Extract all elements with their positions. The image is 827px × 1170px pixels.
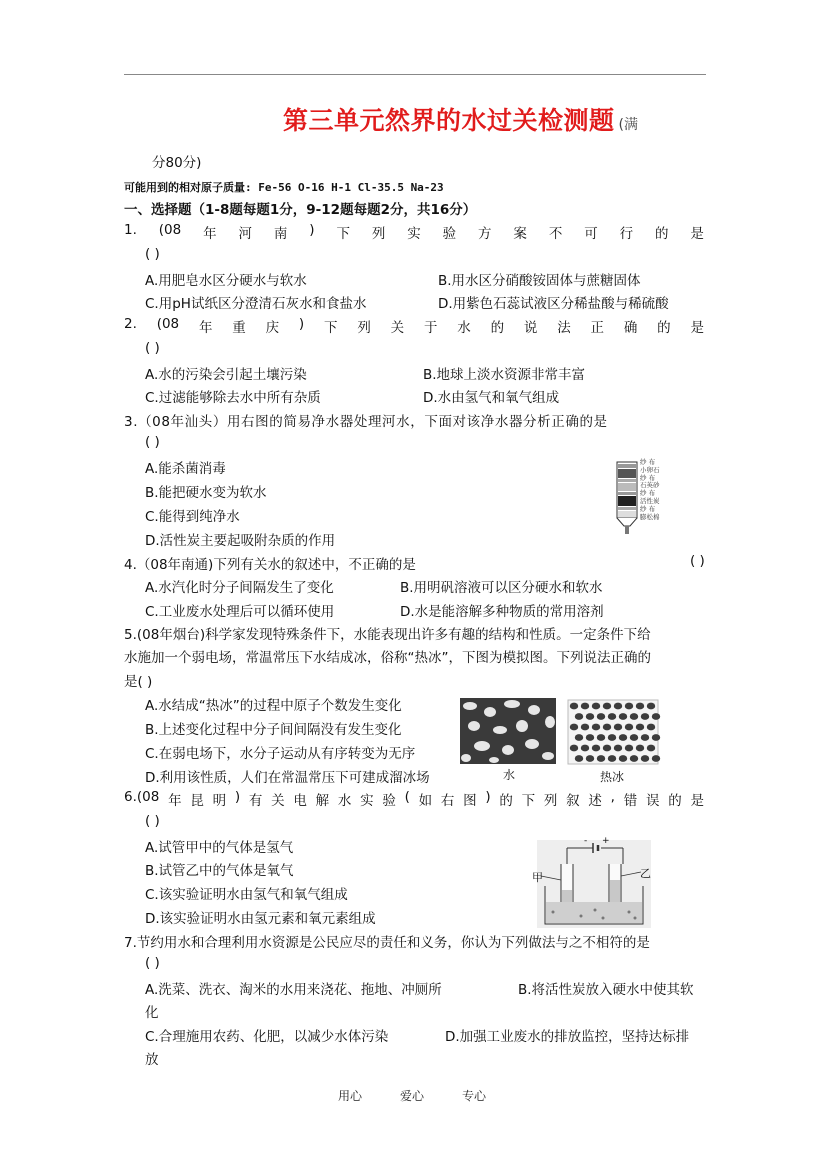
hot-ice-molecule xyxy=(575,734,583,741)
hot-ice-molecule xyxy=(614,703,622,710)
question-1-option-b: B.用水区分硝酸铵固体与蔗糖固体 xyxy=(438,273,641,289)
hot-ice-molecule xyxy=(652,734,660,741)
stem-token: ) xyxy=(298,316,305,332)
question-3-option-a: A.能杀菌消毒 xyxy=(145,461,226,477)
question-6-option-a: A.试管甲中的气体是氢气 xyxy=(145,840,294,856)
stem-token: 6.(08 xyxy=(124,789,160,805)
question-5-option-d: D.利用该性质，人们在常温常压下可建成溜冰场 xyxy=(145,770,430,786)
question-7-option-b: B.将活性炭放入硬水中使其软 xyxy=(518,982,694,998)
stem-token: 下 xyxy=(336,226,350,242)
question-7-paren: ( ) xyxy=(145,955,160,971)
hot-ice-figure xyxy=(568,700,658,764)
question-1-option-d: D.用紫色石蕊试液区分稀盐酸与稀硫酸 xyxy=(438,296,669,312)
question-5-stem-line-1: 5.(08年烟台)科学家发现特殊条件下，水能表现出许多有趣的结构和性质。一定条件下给 xyxy=(124,627,651,643)
hot-ice-molecule xyxy=(586,734,594,741)
stem-token: 图 xyxy=(463,793,477,809)
hot-ice-molecule xyxy=(570,745,578,752)
hot-ice-molecule xyxy=(603,724,611,731)
question-7-option-b-cont: 化 xyxy=(145,1005,159,1021)
stem-token: 实 xyxy=(360,793,374,809)
hot-ice-molecule xyxy=(625,703,633,710)
stem-token: 水 xyxy=(337,793,352,809)
purifier-label: 纱 布 xyxy=(640,504,656,513)
stem-token: 错 xyxy=(623,793,638,809)
electrolysis-figure xyxy=(537,840,651,928)
hot-ice-molecule xyxy=(586,713,594,720)
stem-token: 的 xyxy=(490,320,505,336)
stem-token: 确 xyxy=(623,320,638,336)
stem-token: 是 xyxy=(690,793,704,809)
stem-token: 关 xyxy=(271,793,285,809)
stem-token: 南 xyxy=(273,226,288,242)
water-purifier-labels xyxy=(640,459,660,521)
stem-token: 述 xyxy=(588,793,602,809)
stem-token: (08 xyxy=(158,222,182,238)
page-title xyxy=(283,101,638,137)
stem-token: 是 xyxy=(690,320,704,336)
stem-token: ) xyxy=(309,222,315,238)
stem-token: 行 xyxy=(619,226,634,242)
stem-token: 的 xyxy=(654,226,669,242)
question-4-stem: 4.（08年南通)下列有关水的叙述中，不正确的是 xyxy=(124,557,416,573)
stem-token: 明 xyxy=(212,793,227,809)
hot-ice-molecule xyxy=(592,724,600,731)
header-rule xyxy=(124,74,706,75)
purifier-label: 小卵石 xyxy=(640,465,660,474)
stem-token: 验 xyxy=(382,793,396,809)
question-1-option-c: C.用pH试纸区分澄清石灰水和食盐水 xyxy=(145,296,367,312)
question-5-stem-line-2: 水施加一个弱电场，常温常压下水结成冰，俗称“热冰”，下图为模拟图。下列说法正确的 xyxy=(124,650,651,666)
stem-token: 年 xyxy=(198,320,213,336)
footer-item: 用心 xyxy=(338,1089,363,1103)
purifier-label: 活性炭 xyxy=(640,496,660,505)
stem-token: 庆 xyxy=(265,320,280,336)
hot-ice-molecule xyxy=(603,745,611,752)
hot-ice-molecule xyxy=(619,734,627,741)
question-3-option-c: C.能得到纯净水 xyxy=(145,509,240,525)
hot-ice-molecule xyxy=(647,745,655,752)
question-2-option-c: C.过滤能够除去水中所有杂质 xyxy=(145,390,321,406)
hot-ice-molecule xyxy=(641,713,649,720)
hot-ice-molecule xyxy=(647,724,655,731)
question-5-option-c: C.在弱电场下，水分子运动从有序转变为无序 xyxy=(145,746,416,762)
hot-ice-molecule xyxy=(636,724,644,731)
tube-label-jia: 甲 xyxy=(532,871,543,884)
stem-token: 叙 xyxy=(566,793,580,809)
stem-token: 年 xyxy=(168,793,182,809)
stem-token: 下 xyxy=(521,793,536,809)
question-5-option-a: A.水结成“热冰”的过程中原子个数发生变化 xyxy=(145,698,402,714)
question-6-option-d: D.该实验证明水由氢元素和氧元素组成 xyxy=(145,911,376,927)
hot-ice-molecule xyxy=(570,703,578,710)
purifier-label: 石英砂 xyxy=(640,481,660,490)
question-6-stem xyxy=(124,789,704,809)
tube-label-yi: 乙 xyxy=(640,867,651,880)
question-6-paren: ( ) xyxy=(145,813,160,829)
battery-minus-label: - xyxy=(584,836,588,846)
question-1-option-a: A.用肥皂水区分硬水与软水 xyxy=(145,273,307,289)
purifier-label: 纱 布 xyxy=(640,473,656,482)
stem-token: 说 xyxy=(523,320,538,336)
question-2-option-b: B.地球上淡水资源非常丰富 xyxy=(423,367,586,383)
question-5-option-b: B.上述变化过程中分子间间隔没有发生变化 xyxy=(145,722,402,738)
title-text: 第三单元然界的水过关检测题 xyxy=(283,106,615,135)
stem-token: ) xyxy=(234,789,241,805)
hot-ice-molecule xyxy=(652,755,660,762)
stem-token: 于 xyxy=(423,320,438,336)
question-2-option-a: A.水的污染会引起土壤污染 xyxy=(145,367,307,383)
stem-token: 右 xyxy=(440,793,455,809)
question-3-option-d: D.活性炭主要起吸附杂质的作用 xyxy=(145,533,336,549)
question-7-option-a: A.洗菜、洗衣、淘米的水用来浇花、拖地、冲厕所 xyxy=(145,982,442,998)
hot-ice-molecule xyxy=(630,755,638,762)
footer-item: 爱心 xyxy=(400,1089,425,1103)
stem-token: 如 xyxy=(418,793,433,809)
battery-plus-label: + xyxy=(602,836,610,846)
question-1-stem xyxy=(124,222,704,242)
hot-ice-molecule xyxy=(652,713,660,720)
hot-ice-molecule xyxy=(630,734,638,741)
hot-ice-molecule xyxy=(592,703,600,710)
purifier-label: 纱 布 xyxy=(640,458,656,466)
stem-token: 列 xyxy=(543,793,558,809)
hot-ice-molecule xyxy=(619,713,627,720)
stem-token: 关 xyxy=(390,320,405,336)
hot-ice-molecule xyxy=(581,703,589,710)
stem-token: 法 xyxy=(557,320,571,336)
hot-ice-molecule xyxy=(597,734,605,741)
hot-ice-molecule xyxy=(614,724,622,731)
stem-token: , xyxy=(610,789,615,805)
title-subtitle: 分80分) xyxy=(152,155,202,171)
stem-token: ) xyxy=(485,789,491,805)
stem-token: ( xyxy=(404,789,410,805)
hot-ice-molecule xyxy=(619,755,627,762)
stem-token: 下 xyxy=(324,320,338,336)
hot-ice-molecule xyxy=(608,713,616,720)
question-6-option-b: B.试管乙中的气体是氧气 xyxy=(145,863,294,879)
question-4-paren: ( ) xyxy=(690,553,705,569)
hot-ice-molecule xyxy=(592,745,600,752)
hot-ice-molecule xyxy=(636,745,644,752)
purifier-label: 膨松棉 xyxy=(640,512,660,521)
hot-ice-molecule xyxy=(597,755,605,762)
figure-label-hot-ice: 热冰 xyxy=(600,770,625,784)
atomic-masses: 可能用到的相对原子质量: Fe-56 O-16 H-1 Cl-35.5 Na-23 xyxy=(124,181,444,194)
hot-ice-molecule xyxy=(575,713,583,720)
question-4-option-a: A.水汽化时分子间隔发生了变化 xyxy=(145,580,334,596)
question-7-option-d: D.加强工业废水的排放监控，坚持达标排 xyxy=(445,1029,690,1045)
water-molecule-figure xyxy=(460,698,556,764)
stem-token: 重 xyxy=(232,320,246,336)
hot-ice-molecule xyxy=(608,755,616,762)
question-3-paren: ( ) xyxy=(145,434,160,450)
question-3-option-b: B.能把硬水变为软水 xyxy=(145,485,267,501)
stem-token: 水 xyxy=(457,320,471,336)
hot-ice-molecule xyxy=(636,703,644,710)
hot-ice-molecule xyxy=(647,703,655,710)
stem-token: 方 xyxy=(478,226,492,242)
stem-token: 可 xyxy=(584,226,598,242)
stem-token: 的 xyxy=(499,793,513,809)
question-3-stem: 3.（08年汕头）用右图的简易净水器处理河水，下面对该净水器分析正确的是 xyxy=(124,414,608,430)
title-tail: (满 xyxy=(618,117,638,133)
question-6-option-c: C.该实验证明水由氢气和氧气组成 xyxy=(145,887,348,903)
hot-ice-molecule xyxy=(630,713,638,720)
stem-token: (08 xyxy=(156,316,180,332)
stem-token: 的 xyxy=(657,320,671,336)
question-2-stem xyxy=(124,316,704,336)
stem-token: 正 xyxy=(590,320,604,336)
stem-token: 列 xyxy=(371,226,386,242)
hot-ice-molecule xyxy=(586,755,594,762)
stem-token: 年 xyxy=(203,226,217,242)
question-7-stem: 7.节约用水和合理利用水资源是公民应尽的责任和义务，你认为下列做法与之不相符的是 xyxy=(124,935,650,951)
stem-token: 河 xyxy=(238,226,253,242)
stem-token: 是 xyxy=(690,226,704,242)
hot-ice-molecule xyxy=(581,745,589,752)
stem-token: 验 xyxy=(442,226,457,242)
stem-token: 案 xyxy=(513,226,527,242)
hot-ice-molecule xyxy=(570,724,578,731)
question-2-option-d: D.水由氢气和氧气组成 xyxy=(423,390,560,406)
hot-ice-molecule xyxy=(614,745,622,752)
stem-token: 误 xyxy=(645,793,660,809)
stem-token: 列 xyxy=(357,320,371,336)
hot-ice-molecule xyxy=(641,734,649,741)
hot-ice-molecule xyxy=(641,755,649,762)
stem-token: 2. xyxy=(124,316,137,332)
hot-ice-molecule xyxy=(581,724,589,731)
question-1-paren: ( ) xyxy=(145,246,160,262)
question-5-stem-line-3: 是( ) xyxy=(124,674,153,690)
stem-token: 1. xyxy=(124,222,137,238)
question-4-option-c: C.工业废水处理后可以循环使用 xyxy=(145,604,335,620)
stem-token: 电 xyxy=(293,793,307,809)
hot-ice-molecule xyxy=(625,745,633,752)
section-heading: 一、选择题（1-8题每题1分，9-12题每题2分，共16分） xyxy=(124,202,477,218)
hot-ice-molecule xyxy=(603,703,611,710)
purifier-label: 纱 布 xyxy=(640,489,656,498)
hot-ice-molecule xyxy=(597,713,605,720)
stem-token: 不 xyxy=(548,226,563,242)
footer-item: 专心 xyxy=(462,1089,487,1103)
question-7-option-c: C.合理施用农药、化肥，以减少水体污染 xyxy=(145,1029,389,1045)
question-7-option-d-cont: 放 xyxy=(145,1052,159,1068)
hot-ice-molecule xyxy=(575,755,583,762)
question-2-paren: ( ) xyxy=(145,340,160,356)
stem-token: 实 xyxy=(407,226,421,242)
stem-token: 解 xyxy=(315,793,330,809)
question-4-option-b: B.用明矾溶液可以区分硬水和软水 xyxy=(400,580,603,596)
question-4-option-d: D.水是能溶解多种物质的常用溶剂 xyxy=(400,604,604,620)
stem-token: 有 xyxy=(248,793,263,809)
hot-ice-molecule xyxy=(608,734,616,741)
figure-label-water: 水 xyxy=(503,768,516,782)
stem-token: 昆 xyxy=(190,793,204,809)
stem-token: 的 xyxy=(668,793,682,809)
hot-ice-molecule xyxy=(625,724,633,731)
